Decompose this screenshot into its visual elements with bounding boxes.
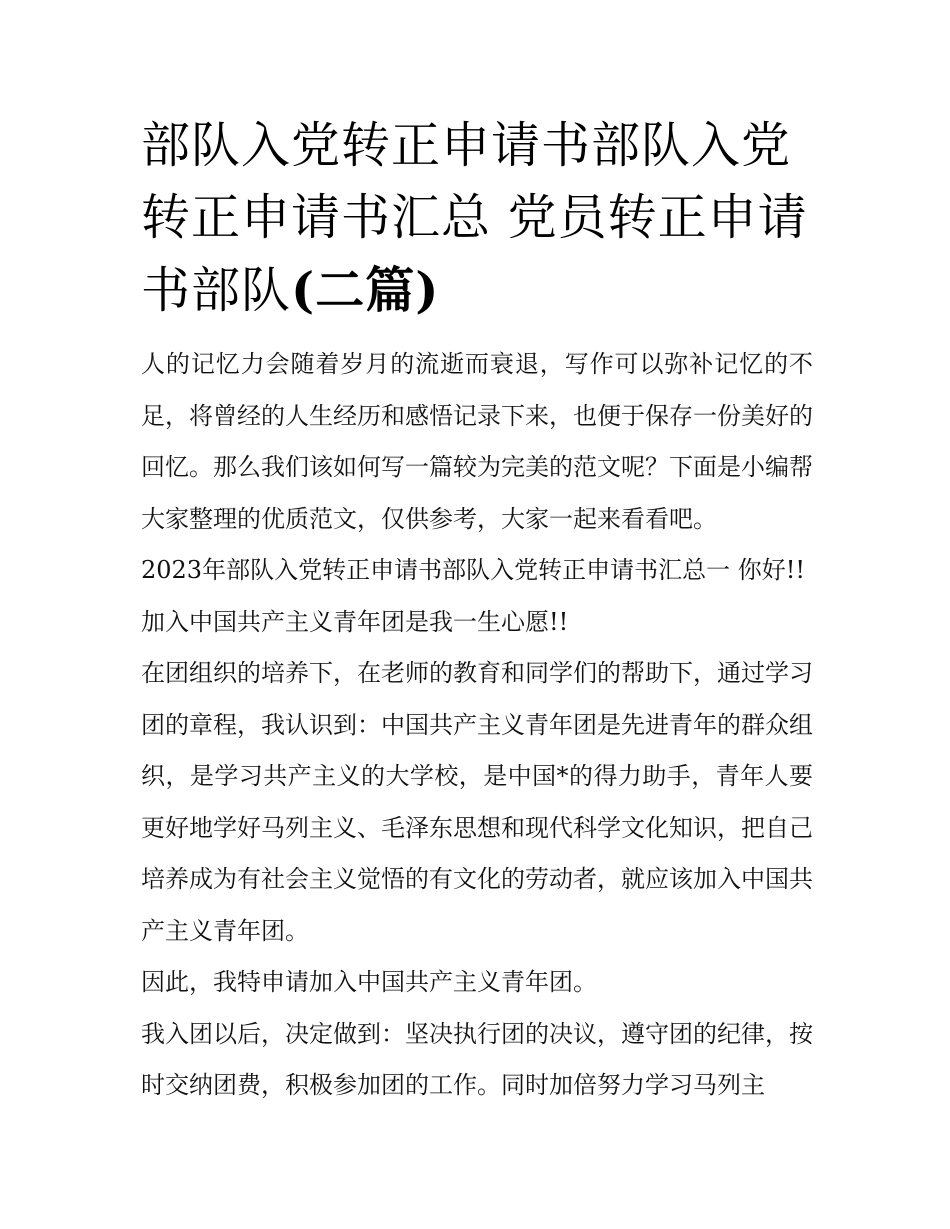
document-title-suffix: (二篇) [291, 261, 440, 319]
paragraph-heading-line: 2023年部队入党转正申请书部队入党转正申请书汇总一 你好!! [141, 556, 805, 584]
paragraph-intro: 人的记忆力会随着岁月的流逝而衰退，写作可以弥补记忆的不足，将曾经的人生经历和感悟记录下来，也便于保存一份美好的回忆。那么我们该如何写一篇较为完美的范文呢？下面是小编帮大家整理的优质范文，仅供参考，大家一起来看看吧。 [141, 350, 813, 533]
document-page [141, 110, 813, 1112]
paragraph-wish: 加入中国共产主义青年团是我一生心愿!! [141, 607, 569, 636]
document-body [141, 339, 813, 1112]
paragraph-understanding: 在团组织的培养下，在老师的教育和同学们的帮助下，通过学习团的章程，我认识到：中国共产主义青年团是先进青年的群众组织，是学习共产主义的大学校，是中国*的得力助手，青年人要更好地学好马列主义、毛泽东思想和现代科学文化知识，把自己培养成为有社会主义觉悟的有文化的劳动者，就应该加入中国共产主义青年团。 [141, 659, 813, 945]
paragraph-commitment: 我入团以后，决定做到：坚决执行团的决议，遵守团的纪律，按时交纳团费，积极参加团的工作。同时加倍努力学习马列主 [141, 1019, 813, 1099]
paragraph-application: 因此，我特申请加入中国共产主义青年团。 [141, 968, 597, 996]
document-title-main: 部队入党转正申请书部队入党转正申请书汇总 党员转正申请书部队 [141, 117, 808, 319]
document-title [141, 110, 813, 327]
